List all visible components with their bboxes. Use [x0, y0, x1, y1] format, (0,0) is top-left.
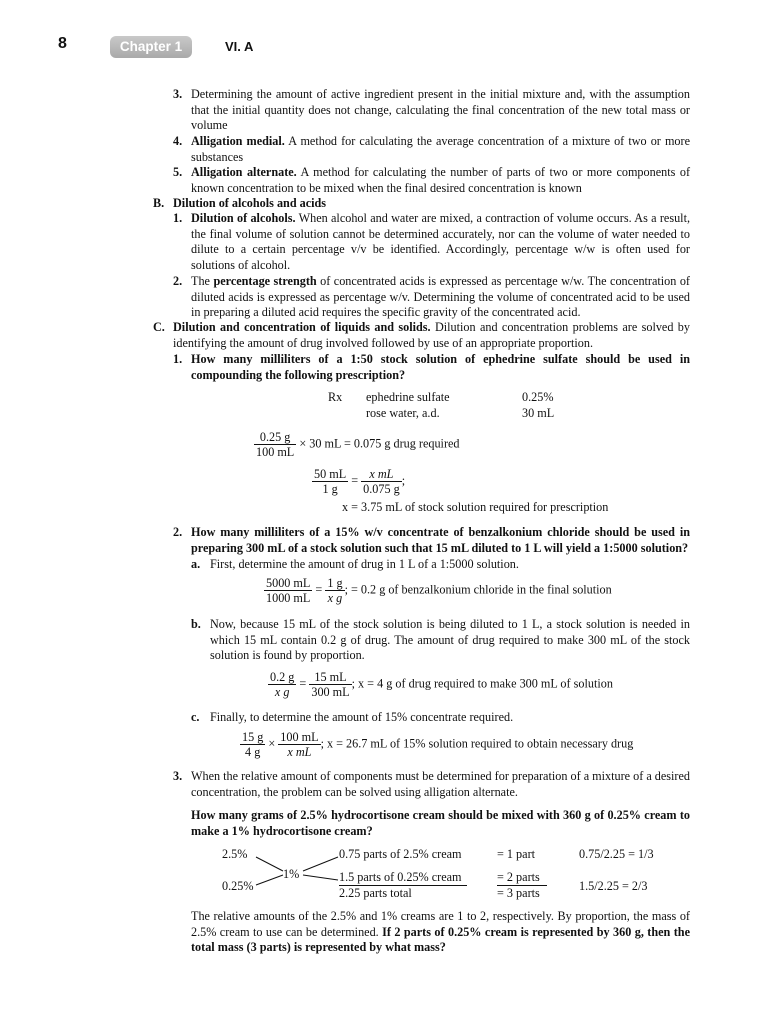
rx-ingredient: ephedrine sulfate — [366, 390, 450, 404]
item-number: 2. — [173, 274, 183, 288]
item-text: The percentage strength of concentrated acids is expressed as percentage w/w. The concentration of diluted acids is expressed as percentage w/v. Determining the volume of concentrated acid to be used in preparing a diluted acid requires the specific gravity of the concentrated acid. — [191, 274, 690, 320]
question-number: 2. — [173, 525, 183, 539]
part-total: = 3 parts — [497, 886, 540, 900]
alligation-result-1: 0.75 parts of 2.5% cream — [339, 847, 462, 861]
alligation-high: 2.5% — [222, 847, 248, 861]
equation: $\frac{5000 mL}{1000 mL}$ = $\frac{1 g}{\text{x g}}$ ; = 0.2 g of benzalkonium chloride in the final solution — [266, 576, 612, 605]
sub-label: c. — [191, 710, 200, 724]
rx-amount: 30 mL — [522, 406, 555, 420]
equation: $\frac{15 g}{4 g}$ × $\frac{100 mL}{\text{x mL}}$ ; x = 26.7 mL of 15% solution required to obtain necessary drug — [242, 730, 634, 759]
question-text: How many milliliters of a 15% w/v concentrate of benzalkonium chloride should be used in preparing 300 mL of a stock solution such that 15 mL diluted to 1 L will yield a 1:5000 solution? — [191, 525, 690, 555]
sub-text: Finally, to determine the amount of 15% concentrate required. — [210, 710, 514, 724]
equation: $\frac{0.25 g}{100 mL}$ × 30 mL = 0.075 g drug required — [256, 430, 460, 459]
closing-text: The relative amounts of the 2.5% and 1% creams are 1 to 2, respectively. By proportion, the mass of 2.5% cream to use can be determined. If 2 parts of 0.25% cream is represented by 360 g, then the total mass (3 parts) is represented by what mass? — [191, 909, 690, 955]
sub-label: a. — [191, 557, 201, 571]
section-letter: C. — [153, 320, 165, 334]
question-number: 3. — [173, 769, 183, 783]
alligation-low: 0.25% — [222, 879, 254, 893]
sub-text: Now, because 15 mL of the stock solution is being diluted to 1 L, a stock solution is needed in which 15 mL contain 0.2 g of drug. The amount of drug required to make 300 mL of the stock solution is found by proportion. — [210, 617, 690, 663]
section-text: Dilution and concentration of liquids and solids. Dilution and concentration problems are solved by identifying the amount of drug involved followed by use of an appropriate proportion. — [173, 320, 690, 350]
alligation-mid: 1% — [283, 867, 300, 881]
item-text: Determining the amount of active ingredient present in the initial mixture and, with the assumption that the initial quantity does not change, calculating the final concentration of the new total mass or volume — [191, 87, 690, 133]
term: Alligation medial. — [191, 134, 285, 148]
section-title: Dilution of alcohols and acids — [173, 196, 327, 210]
problem-text: How many grams of 2.5% hydrocortisone cream should be mixed with 360 g of 0.25% cream to make a 1% hydrocortisone cream? — [191, 808, 690, 838]
question-text: How many milliliters of a 1:50 stock solution of ephedrine sulfate should be used in compounding the following prescription? — [191, 352, 690, 382]
question-text: When the relative amount of components must be determined for preparation of a mixture of a desired concentration, the problem can be solved using alligation alternate. — [191, 769, 690, 799]
part-2: = 2 parts — [497, 870, 540, 884]
chapter-tab: Chapter 1 — [110, 36, 192, 58]
item-number: 3. — [173, 87, 183, 101]
section-letter: B. — [153, 196, 165, 210]
alligation-lines — [250, 850, 345, 890]
item-number: 4. — [173, 134, 183, 148]
alligation-result-2: 1.5 parts of 0.25% cream — [339, 870, 462, 884]
item-text: Alligation medial. A method for calculating the average concentration of a mixture of two or more substances — [191, 134, 690, 164]
item-number: 1. — [173, 211, 183, 225]
question-number: 1. — [173, 352, 183, 366]
rx-label: Rx — [328, 390, 343, 404]
fraction-2: 1.5/2.25 = 2/3 — [579, 879, 648, 893]
equation: $\frac{50 mL}{1 g}$ = $\frac{\text{x mL}}{0.075 g}$ ; — [314, 467, 406, 496]
part-1: = 1 part — [497, 847, 536, 861]
item-text: Dilution of alcohols. When alcohol and water are mixed, a contraction of volume occurs. As a result, the final volume of solution cannot be determined accurately, nor can the volume of water needed to dilute to a certain percentage v/v be identified. Accordingly, percentage w/w is often used for solutions of alcohol. — [191, 211, 690, 272]
sub-text: First, determine the amount of drug in 1 L of a 1:5000 solution. — [210, 557, 519, 571]
page-number: 8 — [58, 35, 67, 52]
section-label: VI. A — [225, 39, 254, 54]
item-text: Alligation alternate. A method for calculating the number of parts of two or more components of known concentration to be mixed when the final desired concentration is known — [191, 165, 690, 195]
equation-result: x = 3.75 mL of stock solution required for prescription — [342, 500, 609, 514]
rx-ingredient: rose water, a.d. — [366, 406, 440, 420]
term: Alligation alternate. — [191, 165, 297, 179]
rx-amount: 0.25% — [522, 390, 554, 404]
alligation-total: 2.25 parts total — [339, 886, 412, 900]
fraction-1: 0.75/2.25 = 1/3 — [579, 847, 654, 861]
equation: $\frac{0.2 g}{\text{x g}}$ = $\frac{15 mL}{300 mL}$ ; x = 4 g of drug required to make 300 mL of solution — [270, 670, 613, 699]
item-number: 5. — [173, 165, 183, 179]
sub-label: b. — [191, 617, 201, 631]
